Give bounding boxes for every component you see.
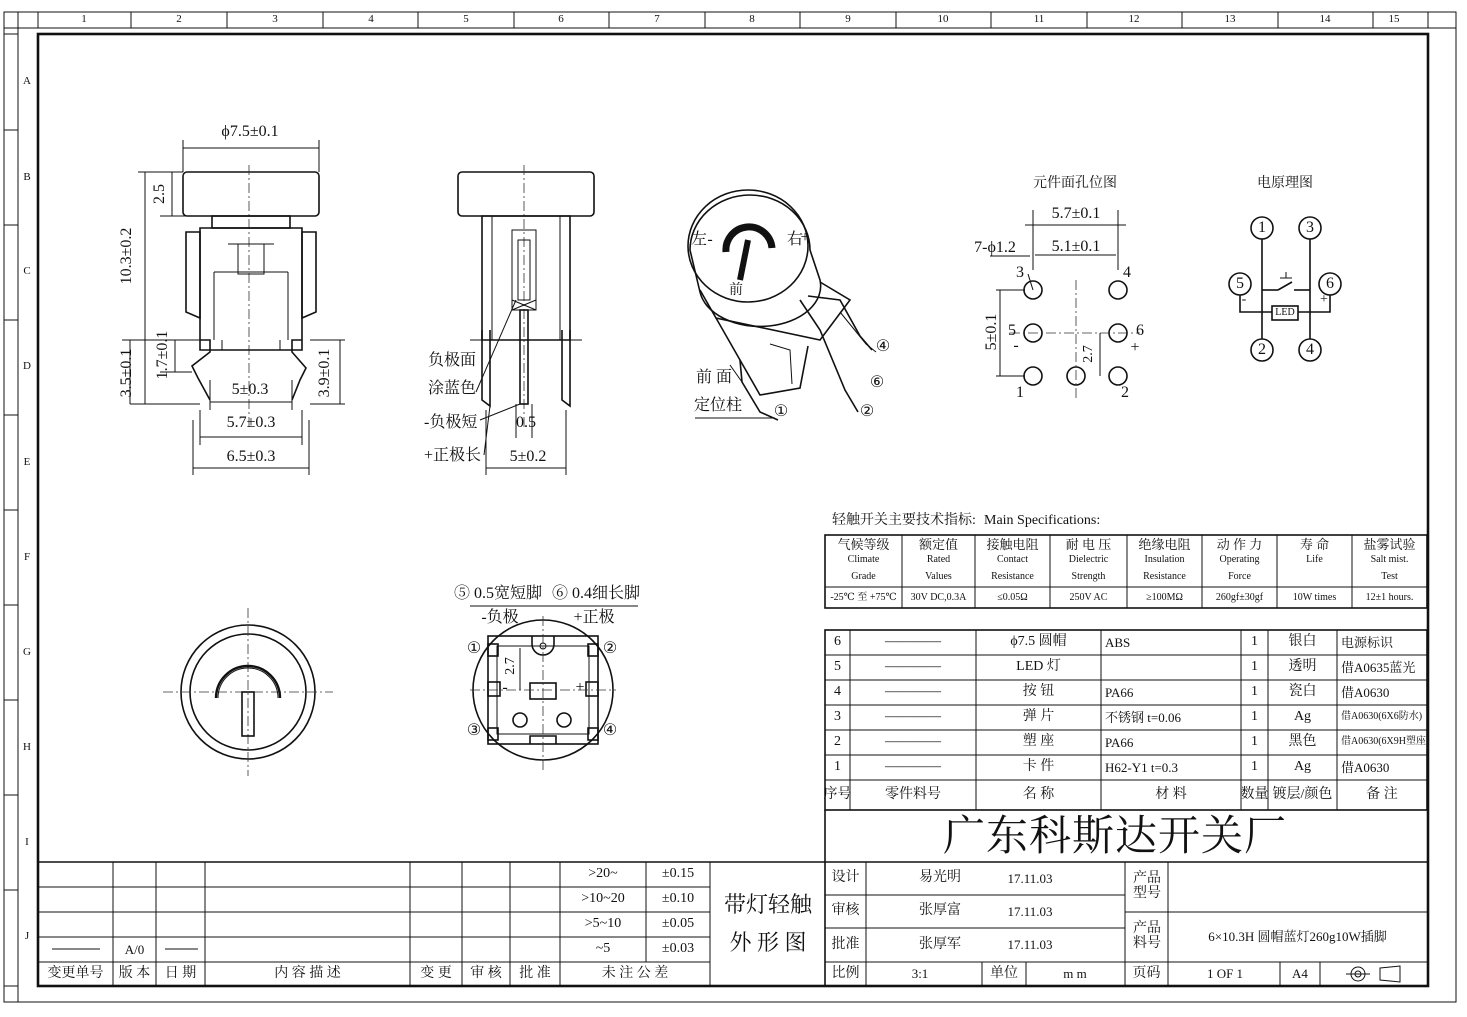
bom-header-no: 序号: [823, 786, 852, 802]
grid-row-label: D: [23, 360, 31, 373]
label-review: 审核: [831, 903, 860, 919]
spec-title-en: Main Specifications:: [984, 512, 1101, 528]
label-pos-long: +正极长: [424, 446, 482, 464]
bom-cell-part: ————: [885, 734, 941, 750]
dim-hole-height: 5±0.1: [982, 313, 1000, 351]
bom-header-part: 零件料号: [885, 786, 941, 802]
dim-total-height: 10.3±0.2: [117, 227, 135, 285]
spec-value: ≥100MΩ: [1146, 591, 1183, 603]
grid-col-label: 13: [1224, 13, 1236, 26]
grid-row-label: C: [23, 265, 31, 278]
spec-header-en: Climate: [847, 553, 880, 565]
grid-row-label: J: [24, 930, 30, 943]
grid-col-label: 5: [463, 13, 469, 26]
spec-header-en2: [1277, 570, 1352, 584]
spec-value: 250V AC: [1069, 591, 1108, 603]
bom-cell-finish: Ag: [1293, 709, 1312, 725]
label-left: 左: [690, 230, 707, 248]
dim-bottom-gap: 2.7: [502, 657, 518, 675]
bom-cell-part: ————: [885, 684, 941, 700]
drawing-title-line2: 外 形 图: [729, 930, 807, 956]
spec-header-en: Contact: [996, 553, 1029, 565]
pin-label-4: ④: [875, 337, 891, 355]
bom-header-note: 备 注: [1366, 786, 1398, 802]
dim-hole-gap: 2.7: [1080, 345, 1096, 363]
grid-col-label: 14: [1319, 13, 1331, 26]
label-right: 右: [786, 230, 803, 248]
label-model: 产品型号: [1133, 871, 1161, 901]
design-date: 17.11.03: [1007, 870, 1053, 886]
spec-title-cn: 轻触开关主要技术指标:: [832, 512, 976, 528]
drawing-title-line1: 带灯轻触: [723, 892, 812, 918]
spec-header-en2: Resistance: [1143, 570, 1186, 582]
tolerance-range: >20~: [588, 866, 618, 882]
grid-col-label: 11: [1033, 13, 1045, 26]
spec-header-cn: 耐 电 压: [1065, 537, 1112, 553]
label-neg-face: 负极面: [428, 351, 477, 369]
circuit-plus: +: [1320, 291, 1328, 307]
spec-header-en: Rated: [926, 553, 951, 565]
tolerance-range: ~5: [595, 941, 611, 957]
bom-cell-part: ————: [885, 659, 941, 675]
spec-value: ≤0.05Ω: [997, 591, 1028, 603]
pin-label-6: ⑥: [869, 373, 885, 391]
revision-header: 日 期: [164, 965, 197, 981]
bottom-pin-1: ①: [466, 639, 482, 657]
label-left-sign: -: [707, 230, 713, 248]
dim-mid-width: 5.7±0.3: [226, 413, 276, 431]
label-part-no: 产品料号: [1133, 921, 1161, 951]
revision-header: 版 本: [118, 965, 151, 981]
bom-header-finish: 镀层/颜色: [1272, 786, 1333, 802]
tolerance-value: ±0.15: [661, 866, 695, 882]
bom-cell-note: 借A0630(6X9H塑座): [1341, 736, 1430, 748]
design-name: 易光明: [919, 870, 961, 886]
spec-header-en2: Resistance: [991, 570, 1034, 582]
hole-plus: +: [1130, 338, 1140, 356]
bom-cell-finish: 透明: [1288, 659, 1317, 675]
bom-cell-qty: 1: [1251, 734, 1258, 750]
dim-outer-width: 6.5±0.3: [226, 447, 276, 465]
dim-pin-span: 5±0.2: [509, 447, 547, 465]
label-pin5: ⑤ 0.5宽短脚: [454, 584, 543, 602]
spec-value: 10W times: [1292, 591, 1337, 603]
bom-cell-material: 不锈钢 t=0.06: [1105, 709, 1181, 725]
dim-cap-height: 2.5: [150, 184, 168, 204]
bom-cell-part: ————: [885, 759, 941, 775]
spec-header-en2: Test: [1381, 570, 1398, 582]
company-name: 广东科斯达开关厂: [942, 810, 1287, 860]
tolerance-range: >10~20: [581, 891, 625, 907]
bom-cell-name: 塑 座: [1022, 734, 1055, 750]
grid-col-label: 7: [654, 13, 660, 26]
tolerance-value: ±0.03: [661, 941, 695, 957]
bom-cell-note: 借A0635蓝光: [1341, 659, 1416, 675]
part-number-value: 6×10.3H 圆帽蓝灯260g10W插脚: [1208, 929, 1387, 945]
dim-cap-diameter: ϕ7.5±0.1: [221, 122, 279, 140]
label-approve: 批准: [831, 936, 860, 952]
hole-num-4: 4: [1123, 263, 1131, 281]
bom-cell-qty: 1: [1251, 659, 1258, 675]
tolerance-value: ±0.10: [661, 891, 695, 907]
revision-header: 内 容 描 述: [274, 965, 341, 981]
grid-row-label: I: [25, 836, 29, 849]
bom-cell-no: 1: [834, 759, 841, 775]
bom-cell-material: [1101, 655, 1241, 680]
bom-cell-note: 电源标识: [1341, 634, 1394, 650]
bottom-pin-3: ③: [466, 721, 482, 739]
bom-cell-qty: 1: [1251, 634, 1258, 650]
unit-value: m m: [1063, 966, 1087, 982]
circuit-num-3: 3: [1306, 218, 1314, 236]
label-front: 前: [729, 282, 743, 298]
bom-cell-finish: 银白: [1288, 634, 1317, 650]
spec-header-en: Dielectric: [1068, 553, 1109, 565]
spec-header-cn: 额定值: [918, 537, 958, 553]
label-locator: 定位柱: [694, 396, 743, 414]
dim-pin-width: 0.5: [516, 413, 536, 431]
grid-col-label: 6: [558, 13, 564, 26]
grid-row-label: G: [23, 646, 31, 659]
spec-header-en2: Values: [925, 570, 952, 582]
bom-cell-name: 卡 件: [1022, 759, 1055, 775]
bom-cell-finish: Ag: [1293, 759, 1312, 775]
spec-header-en: Insulation: [1144, 553, 1185, 565]
spec-header-cn: 接触电阻: [986, 537, 1039, 553]
grid-row-label: F: [23, 551, 31, 564]
grid-col-label: 4: [368, 13, 374, 26]
spec-value: 30V DC,0.3A: [910, 591, 967, 603]
label-positive: +正极: [573, 608, 615, 626]
tolerance-value: ±0.05: [661, 916, 695, 932]
revision-header: 变更单号: [47, 965, 104, 981]
label-front-face: 前 面: [696, 368, 733, 386]
grid-col-label: 3: [272, 13, 278, 26]
bom-cell-qty: 1: [1251, 759, 1258, 775]
spec-value: 12±1 hours.: [1365, 591, 1414, 603]
bom-cell-finish: 瓷白: [1288, 684, 1317, 700]
grid-col-label: 9: [845, 13, 851, 26]
label-page: 页码: [1132, 965, 1161, 981]
grid-col-label: 15: [1388, 13, 1400, 26]
bom-cell-material: PA66: [1105, 734, 1134, 750]
label-scale: 比例: [831, 965, 860, 981]
grid-col-label: 2: [176, 13, 182, 26]
bom-cell-no: 6: [834, 634, 841, 650]
bom-cell-note: 借A0630(6X6防水): [1341, 711, 1423, 723]
label-negative: -负极: [481, 608, 519, 626]
grid-col-label: 10: [937, 13, 949, 26]
circuit-title: 电原理图: [1257, 175, 1313, 191]
bom-cell-no: 3: [834, 709, 841, 725]
approve-date: 17.11.03: [1007, 937, 1053, 953]
page-value: 1 OF 1: [1206, 966, 1244, 982]
circuit-num-4: 4: [1306, 340, 1314, 358]
dim-hole-inner: 5.1±0.1: [1051, 237, 1101, 255]
spec-header-cn: 动 作 力: [1216, 537, 1263, 553]
circuit-led: LED: [1275, 306, 1295, 318]
spec-header-cn: 气候等级: [837, 537, 890, 553]
revision-header: 批 准: [519, 965, 551, 981]
label-right-sign: +: [800, 228, 810, 246]
circuit-num-5: 5: [1236, 274, 1244, 292]
hole-minus: -: [1013, 336, 1019, 354]
bom-cell-name: 按 钮: [1022, 684, 1055, 700]
dim-hole-diameter: 7-ϕ1.2: [974, 238, 1016, 256]
circuit-num-2: 2: [1258, 340, 1266, 358]
bom-cell-name: LED 灯: [1016, 659, 1061, 675]
spec-header-en2: Strength: [1071, 570, 1106, 582]
bom-cell-no: 4: [834, 684, 841, 700]
spec-header-en2: Grade: [851, 570, 876, 582]
pin-label-1: ①: [773, 402, 789, 420]
circuit-num-1: 1: [1258, 218, 1266, 236]
bottom-pin-2: ②: [602, 639, 618, 657]
bom-cell-material: ABS: [1105, 634, 1131, 650]
tolerance-range: >5~10: [584, 916, 622, 932]
grid-row-label: B: [23, 171, 31, 184]
bom-cell-part: ————: [885, 709, 941, 725]
hole-num-2: 2: [1121, 383, 1129, 401]
label-blue: 涂蓝色: [428, 379, 477, 397]
hole-num-5: 5: [1008, 321, 1016, 339]
dim-right-height: 3.9±0.1: [315, 348, 333, 398]
bom-cell-qty: 1: [1251, 709, 1258, 725]
top-view: [163, 608, 333, 776]
dim-hole-outer: 5.7±0.1: [1051, 204, 1101, 222]
label-pin6: ⑥ 0.4细长脚: [552, 584, 641, 602]
bottom-plus: +: [575, 678, 585, 696]
label-neg-short: -负极短: [424, 413, 478, 431]
bom-cell-note: 借A0630: [1341, 759, 1390, 775]
dim-pin-height: 1.7±0.1: [153, 330, 171, 380]
bom-cell-material: H62-Y1 t=0.3: [1105, 759, 1179, 775]
spec-header-cn: 寿 命: [1299, 537, 1330, 553]
hole-num-1: 1: [1016, 383, 1024, 401]
revision-version: A/0: [124, 941, 145, 957]
spec-header-en2: Force: [1228, 570, 1251, 582]
grid-col-label: 12: [1128, 13, 1140, 26]
approve-name: 张厚军: [919, 936, 961, 952]
spec-header-en: Life: [1306, 553, 1323, 565]
bom-cell-note: 借A0630: [1341, 684, 1390, 700]
grid-col-label: 8: [749, 13, 755, 26]
label-unit: 单位: [990, 965, 1018, 981]
tolerance-label: 未 注 公 差: [601, 965, 669, 981]
pin-label-2: ②: [859, 402, 875, 420]
circuit-num-6: 6: [1326, 274, 1334, 292]
bottom-pin-4: ④: [602, 721, 618, 739]
bom-header-material: 材 料: [1155, 786, 1187, 802]
bom-cell-finish: 黑色: [1288, 734, 1317, 750]
grid-row-label: A: [23, 75, 31, 88]
bom-cell-material: PA66: [1105, 684, 1134, 700]
grid-row-label: E: [23, 456, 31, 469]
spec-header-cn: 盐雾试验: [1363, 537, 1416, 553]
spec-value: 260gf±30gf: [1215, 591, 1264, 603]
spec-header-cn: 绝缘电阻: [1138, 537, 1191, 553]
bom-cell-name: 弹 片: [1022, 709, 1055, 725]
revision-header: 审 核: [470, 965, 502, 981]
label-design: 设计: [831, 870, 860, 886]
bom-cell-name: ϕ7.5 圆帽: [1010, 634, 1067, 650]
hole-num-3: 3: [1016, 263, 1024, 281]
spec-value: -25℃ 至 +75℃: [830, 591, 897, 603]
review-date: 17.11.03: [1007, 903, 1053, 919]
spec-header-en: Operating: [1219, 553, 1260, 565]
dim-inner-width: 5±0.3: [231, 380, 269, 398]
bom-cell-part: ————: [885, 634, 941, 650]
bom-header-qty: 数量: [1240, 786, 1269, 802]
dim-pin-height-2: 3.5±0.1: [117, 348, 135, 398]
bom-header-name: 名 称: [1022, 786, 1055, 802]
scale-value: 3:1: [911, 966, 929, 982]
hole-num-6: 6: [1136, 321, 1144, 339]
bottom-minus: -: [502, 678, 508, 696]
bottom-view: [470, 606, 638, 770]
circuit-minus: -: [1241, 291, 1247, 307]
review-name: 张厚富: [919, 903, 961, 919]
bom-cell-qty: 1: [1251, 684, 1258, 700]
grid-col-label: 1: [81, 13, 87, 26]
hole-layout-title: 元件面孔位图: [1033, 175, 1117, 191]
paper-size: A4: [1292, 966, 1308, 982]
bom-cell-no: 5: [834, 659, 841, 675]
revision-header: 变 更: [420, 965, 452, 981]
bom-cell-no: 2: [834, 734, 841, 750]
grid-row-label: H: [23, 741, 31, 754]
spec-header-en: Salt mist.: [1370, 553, 1409, 565]
